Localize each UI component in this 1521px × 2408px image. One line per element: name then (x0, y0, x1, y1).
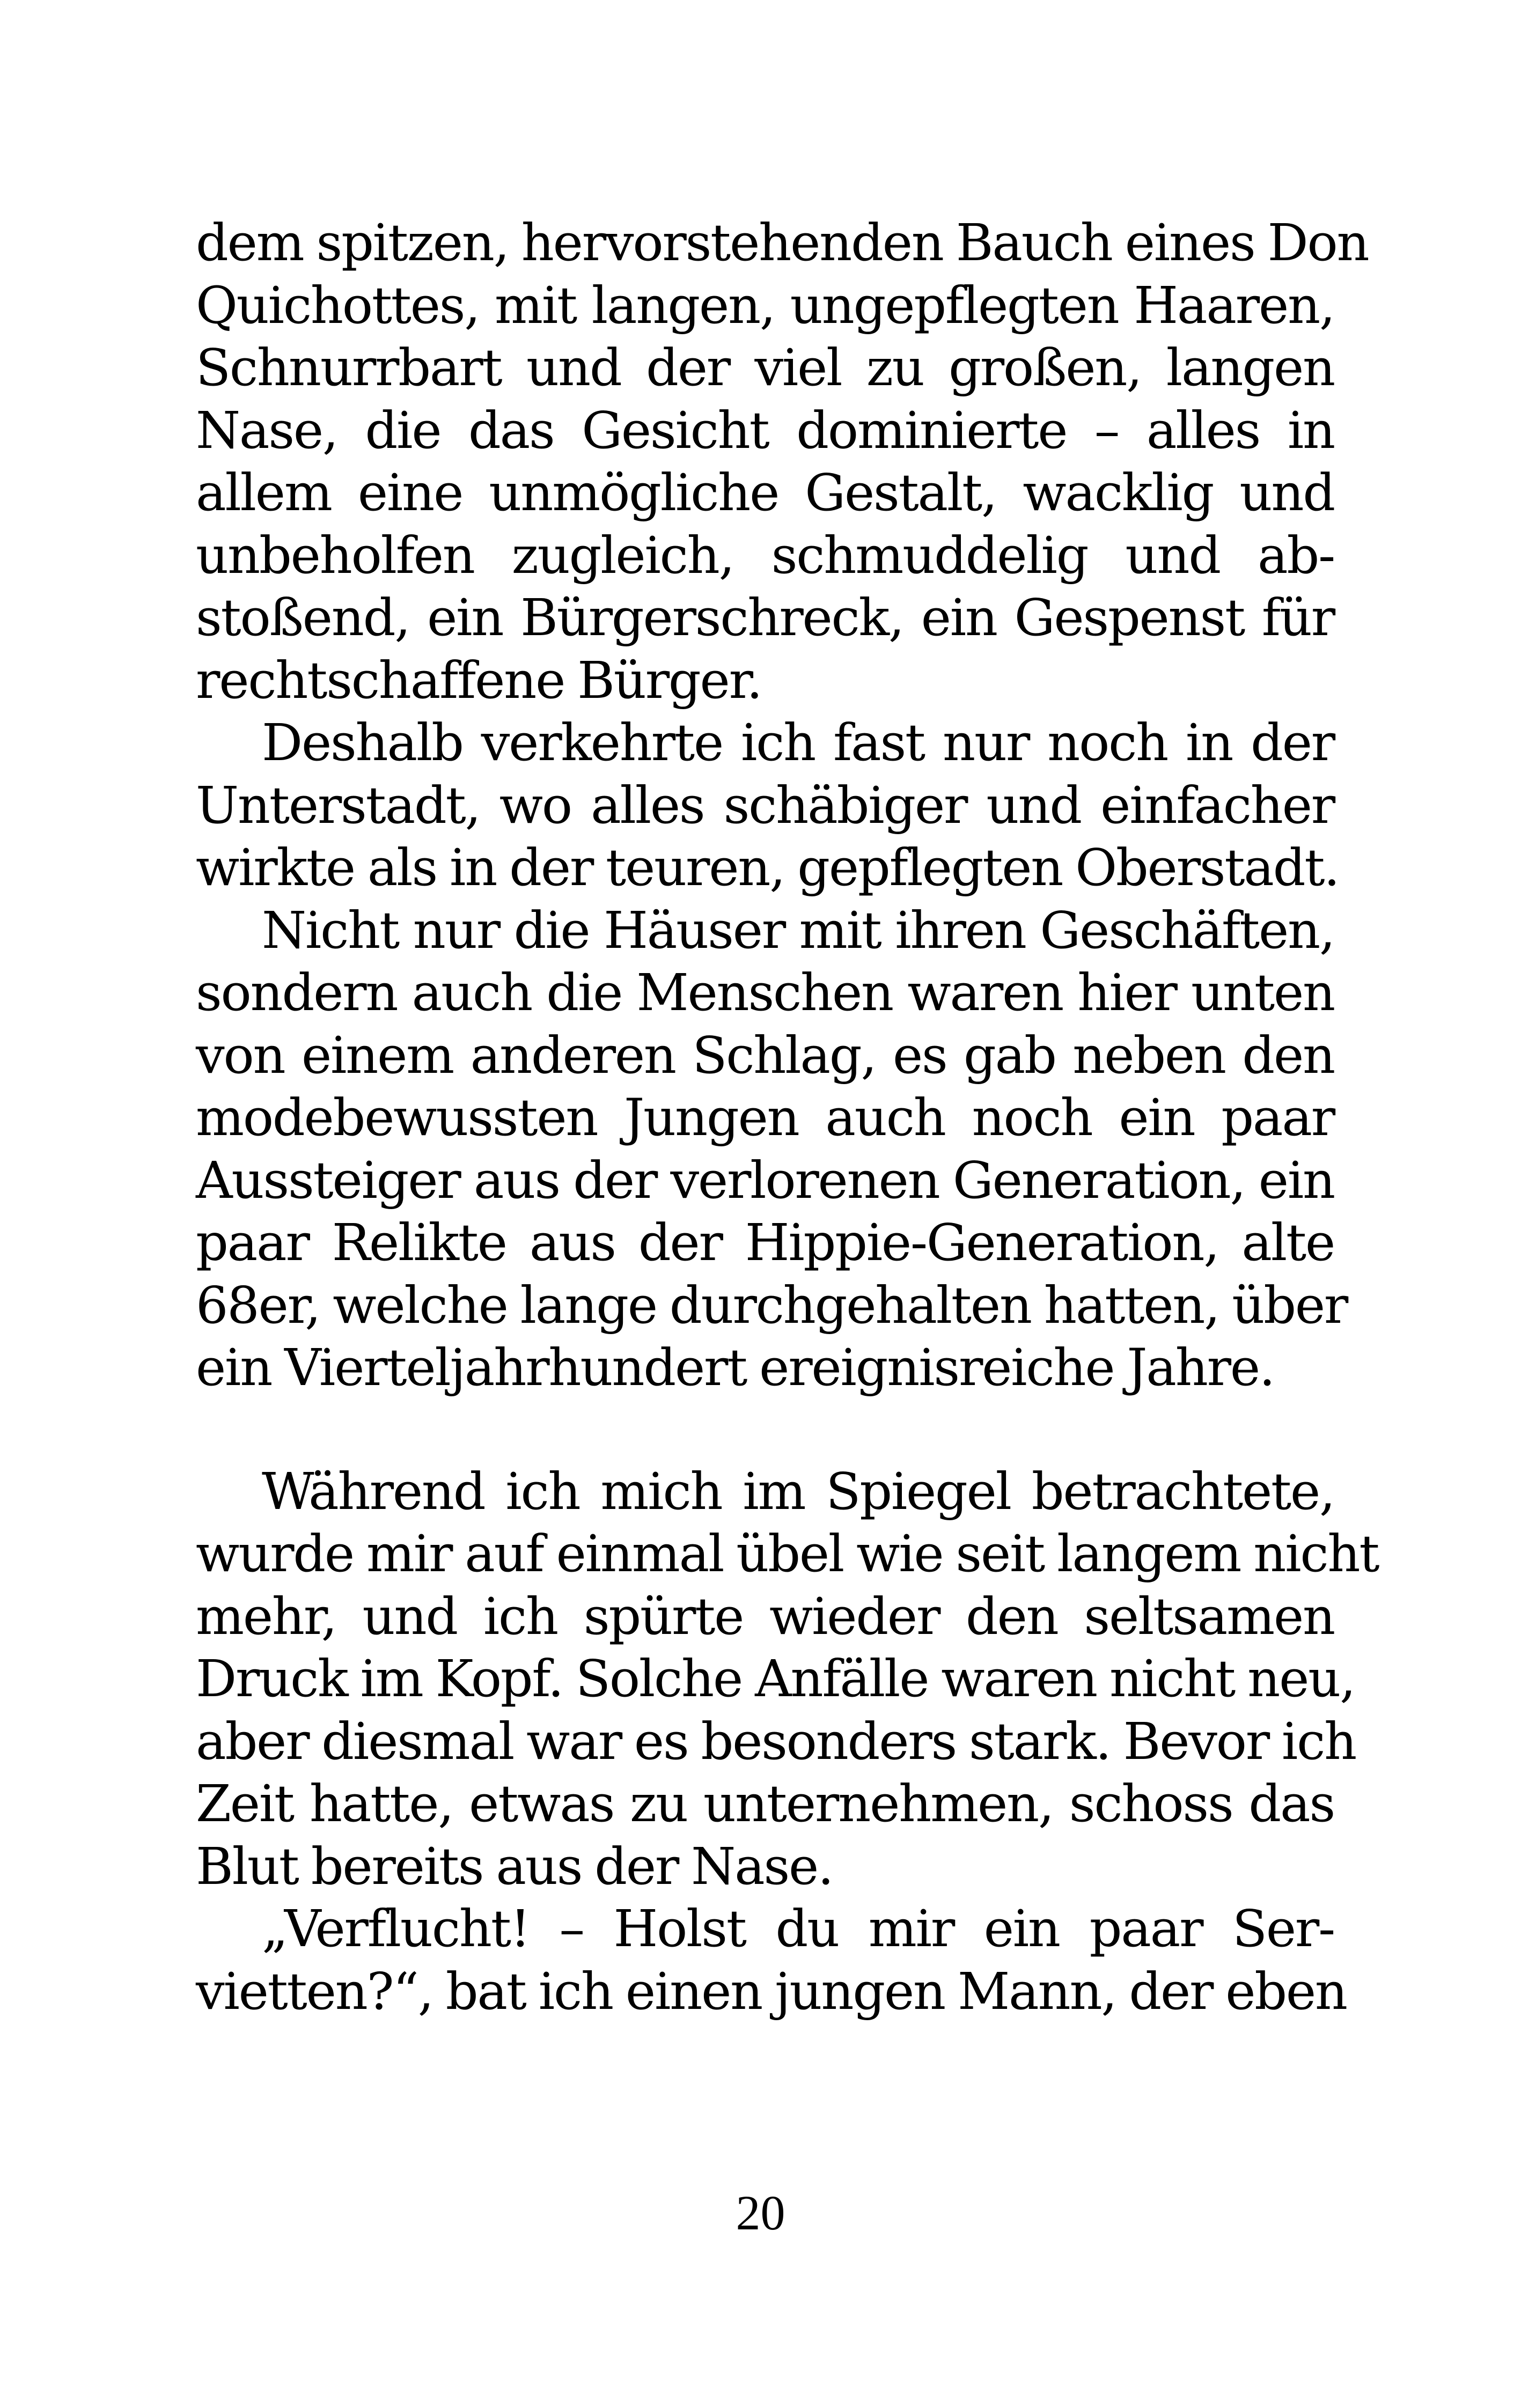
text-line: Blut bereits aus der Nase. (196, 1837, 833, 1896)
text-line: Deshalb verkehrte ich fast nur noch in der (262, 713, 1334, 772)
paragraph (196, 1898, 1347, 2023)
text-line: stoßend, ein Bürgerschreck, ein Gespenst für (196, 588, 1334, 647)
paragraph (196, 212, 1369, 712)
section-break (196, 1400, 1334, 1461)
paragraph (196, 900, 1348, 1400)
text-line: dem spitzen, hervorstehenden Bauch eines Don (196, 213, 1369, 273)
text-line: „Verflucht! – Holst du mir ein paar Ser- (262, 1899, 1334, 1958)
text-line: Zeit hatte, etwas zu unternehmen, schoss das (196, 1774, 1334, 1833)
text-line: Unterstadt, wo alles schäbiger und einfacher (196, 776, 1334, 835)
text-line: rechtschaffene Bürger. (196, 651, 762, 710)
paragraph (196, 1461, 1379, 1898)
text-line: modebewussten Jungen auch noch ein paar (196, 1088, 1334, 1147)
text-line: Nicht nur die Häuser mit ihren Geschäften, (262, 901, 1334, 960)
text-line: vietten?“, bat ich einen jungen Mann, der eben (196, 1962, 1347, 2021)
text-line: wurde mir auf einmal übel wie seit langem nicht (196, 1525, 1379, 1584)
text-line: Während ich mich im Spiegel betrachtete, (262, 1462, 1334, 1521)
text-line: von einem anderen Schlag, es gab neben den (196, 1026, 1334, 1085)
text-line: unbeholfen zugleich, schmuddelig und ab- (196, 526, 1334, 585)
text-line: 68er, welche lange durchgehalten hatten, über (196, 1276, 1348, 1335)
text-line: sondern auch die Menschen waren hier unten (196, 963, 1334, 1022)
text-line: wirkte als in der teuren, gepflegten Oberstadt. (196, 838, 1339, 897)
text-line: allem eine unmögliche Gestalt, wacklig und (196, 463, 1334, 522)
text-line: aber diesmal war es besonders stark. Bevor ich (196, 1712, 1356, 1771)
paragraph (196, 712, 1339, 900)
book-page-text (196, 212, 1379, 2023)
text-line: Druck im Kopf. Solche Anfälle waren nicht neu, (196, 1649, 1355, 1709)
text-line: paar Relikte aus der Hippie-Generation, alte (196, 1213, 1334, 1272)
page-number: 20 (736, 2185, 785, 2240)
text-line: Quichottes, mit langen, ungepflegten Haaren, (196, 276, 1334, 335)
text-line: Schnurrbart und der viel zu großen, langen (196, 338, 1334, 397)
text-line: ein Vierteljahrhundert ereignisreiche Jahre. (196, 1338, 1274, 1397)
text-line: mehr, und ich spürte wieder den seltsamen (196, 1587, 1334, 1646)
text-line: Nase, die das Gesicht dominierte – alles in (196, 401, 1334, 460)
text-line: Aussteiger aus der verlorenen Generation, ein (196, 1151, 1334, 1210)
